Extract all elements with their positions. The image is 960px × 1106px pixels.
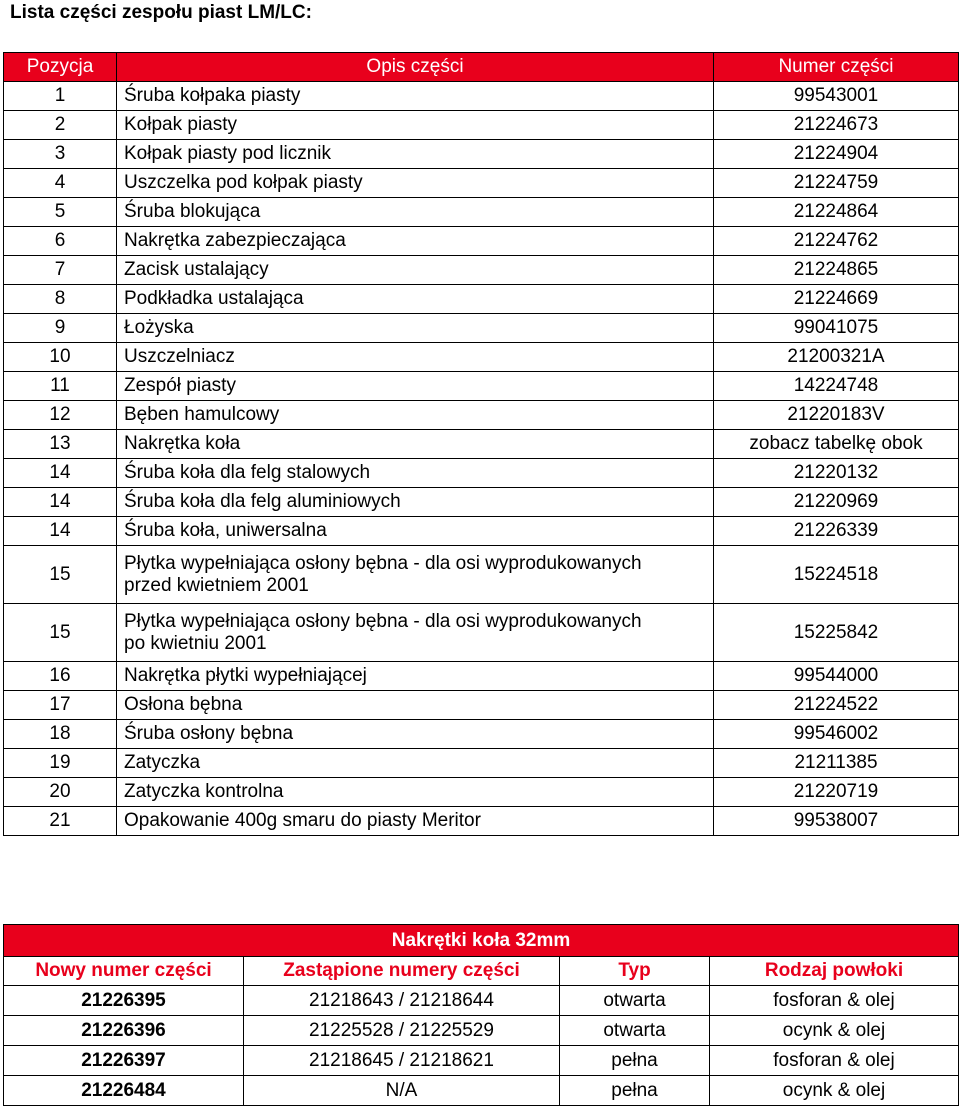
row-description: Śruba kołpaka piasty — [117, 82, 714, 111]
row-description: Śruba koła, uniwersalna — [117, 517, 714, 546]
row-part-number: 21224759 — [714, 169, 959, 198]
header-type: Typ — [560, 957, 710, 986]
row-position: 14 — [4, 459, 117, 488]
nuts-table-title: Nakrętki koła 32mm — [4, 925, 959, 957]
table-row — [4, 1046, 959, 1076]
table-row — [4, 546, 959, 604]
row-part-number: zobacz tabelkę obok — [714, 430, 959, 459]
table-row — [4, 662, 959, 691]
row-type: pełna — [560, 1046, 710, 1076]
row-coating: fosforan & olej — [710, 986, 959, 1016]
row-position: 11 — [4, 372, 117, 401]
row-description: Opakowanie 400g smaru do piasty Meritor — [117, 807, 714, 836]
row-position: 21 — [4, 807, 117, 836]
row-position: 1 — [4, 82, 117, 111]
row-position: 8 — [4, 285, 117, 314]
row-position: 15 — [4, 546, 117, 604]
row-position: 7 — [4, 256, 117, 285]
row-replaced-numbers: 21225528 / 21225529 — [244, 1016, 560, 1046]
row-part-number: 21220132 — [714, 459, 959, 488]
table-row — [4, 256, 959, 285]
row-type: otwarta — [560, 1016, 710, 1046]
row-position: 20 — [4, 778, 117, 807]
row-part-number: 21226339 — [714, 517, 959, 546]
row-description: Osłona bębna — [117, 691, 714, 720]
row-position: 6 — [4, 227, 117, 256]
header-new-number: Nowy numer części — [4, 957, 244, 986]
row-part-number: 99538007 — [714, 807, 959, 836]
row-part-number: 21211385 — [714, 749, 959, 778]
row-position: 14 — [4, 517, 117, 546]
row-position: 4 — [4, 169, 117, 198]
row-description: Śruba blokująca — [117, 198, 714, 227]
row-new-number: 21226396 — [4, 1016, 244, 1046]
table-row — [4, 604, 959, 662]
row-part-number: 21220183V — [714, 401, 959, 430]
row-new-number: 21226397 — [4, 1046, 244, 1076]
row-part-number: 21220969 — [714, 488, 959, 517]
row-position: 15 — [4, 604, 117, 662]
row-type: pełna — [560, 1076, 710, 1106]
row-description: Śruba koła dla felg stalowych — [117, 459, 714, 488]
nuts-header-row — [4, 957, 959, 986]
row-part-number: 21224904 — [714, 140, 959, 169]
row-part-number: 21224864 — [714, 198, 959, 227]
table-row — [4, 720, 959, 749]
header-description: Opis części — [117, 53, 714, 82]
row-description — [117, 546, 714, 604]
header-replaced-numbers: Zastąpione numery części — [244, 957, 560, 986]
table-row — [4, 198, 959, 227]
row-position: 5 — [4, 198, 117, 227]
header-position: Pozycja — [4, 53, 117, 82]
table-row — [4, 430, 959, 459]
row-part-number: 21224669 — [714, 285, 959, 314]
row-description: Śruba koła dla felg aluminiowych — [117, 488, 714, 517]
row-position: 16 — [4, 662, 117, 691]
row-description: Nakrętka zabezpieczająca — [117, 227, 714, 256]
row-description: Zatyczka — [117, 749, 714, 778]
parts-table — [3, 52, 959, 836]
table-row — [4, 488, 959, 517]
row-description: Zespół piasty — [117, 372, 714, 401]
row-replaced-numbers: N/A — [244, 1076, 560, 1106]
table-row — [4, 778, 959, 807]
row-description: Bęben hamulcowy — [117, 401, 714, 430]
wheel-nuts-table — [3, 924, 959, 1106]
table-row — [4, 285, 959, 314]
table-row — [4, 169, 959, 198]
table-row — [4, 691, 959, 720]
row-part-number: 15225842 — [714, 604, 959, 662]
row-part-number: 99041075 — [714, 314, 959, 343]
row-new-number: 21226395 — [4, 986, 244, 1016]
table-row — [4, 343, 959, 372]
row-description-line: po kwietniu 2001 — [124, 632, 267, 654]
table-row — [4, 459, 959, 488]
row-position: 2 — [4, 111, 117, 140]
row-description: Zatyczka kontrolna — [117, 778, 714, 807]
row-description: Uszczelka pod kołpak piasty — [117, 169, 714, 198]
header-part-number: Numer części — [714, 53, 959, 82]
row-description: Nakrętka płytki wypełniającej — [117, 662, 714, 691]
row-position: 17 — [4, 691, 117, 720]
row-replaced-numbers: 21218643 / 21218644 — [244, 986, 560, 1016]
row-coating: ocynk & olej — [710, 1076, 959, 1106]
row-description: Zacisk ustalający — [117, 256, 714, 285]
table-row — [4, 401, 959, 430]
header-coating: Rodzaj powłoki — [710, 957, 959, 986]
row-type: otwarta — [560, 986, 710, 1016]
row-position: 19 — [4, 749, 117, 778]
row-description: Uszczelniacz — [117, 343, 714, 372]
row-position: 13 — [4, 430, 117, 459]
row-position: 14 — [4, 488, 117, 517]
row-replaced-numbers: 21218645 / 21218621 — [244, 1046, 560, 1076]
row-description: Podkładka ustalająca — [117, 285, 714, 314]
row-part-number: 99546002 — [714, 720, 959, 749]
table-row — [4, 227, 959, 256]
table-row — [4, 314, 959, 343]
table-row — [4, 111, 959, 140]
row-new-number: 21226484 — [4, 1076, 244, 1106]
table-row — [4, 82, 959, 111]
row-position: 10 — [4, 343, 117, 372]
row-coating: ocynk & olej — [710, 1016, 959, 1046]
row-part-number: 21220719 — [714, 778, 959, 807]
row-position: 9 — [4, 314, 117, 343]
row-description — [117, 604, 714, 662]
row-part-number: 14224748 — [714, 372, 959, 401]
row-position: 3 — [4, 140, 117, 169]
row-part-number: 21224762 — [714, 227, 959, 256]
parts-header-row — [4, 53, 959, 82]
row-part-number: 99543001 — [714, 82, 959, 111]
table-row — [4, 1076, 959, 1106]
row-description: Śruba osłony bębna — [117, 720, 714, 749]
table-row — [4, 140, 959, 169]
row-description-line: Płytka wypełniająca osłony bębna - dla osi wyprodukowanych — [124, 610, 642, 632]
table-row — [4, 517, 959, 546]
row-part-number: 21200321A — [714, 343, 959, 372]
table-row — [4, 986, 959, 1016]
row-coating: fosforan & olej — [710, 1046, 959, 1076]
row-part-number: 21224522 — [714, 691, 959, 720]
row-description-line: przed kwietniem 2001 — [124, 574, 309, 596]
page-title: Lista części zespołu piast LM/LC: — [10, 2, 312, 23]
table-row — [4, 749, 959, 778]
row-position: 18 — [4, 720, 117, 749]
row-description: Kołpak piasty — [117, 111, 714, 140]
row-part-number: 21224865 — [714, 256, 959, 285]
table-row — [4, 1016, 959, 1046]
row-description: Nakrętka koła — [117, 430, 714, 459]
row-part-number: 15224518 — [714, 546, 959, 604]
row-description-line: Płytka wypełniająca osłony bębna - dla osi wyprodukowanych — [124, 552, 642, 574]
table-row — [4, 807, 959, 836]
row-part-number: 21224673 — [714, 111, 959, 140]
row-part-number: 99544000 — [714, 662, 959, 691]
nuts-title-row — [4, 925, 959, 957]
row-description: Kołpak piasty pod licznik — [117, 140, 714, 169]
table-row — [4, 372, 959, 401]
row-description: Łożyska — [117, 314, 714, 343]
row-position: 12 — [4, 401, 117, 430]
